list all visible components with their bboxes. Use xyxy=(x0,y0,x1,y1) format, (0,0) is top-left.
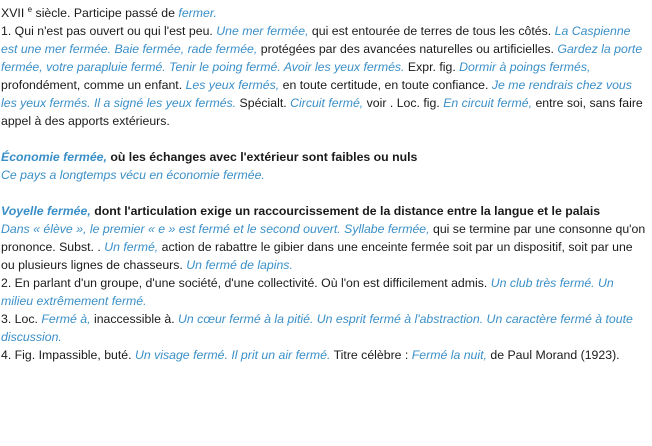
def4-text1: 4. Fig. Impassible, buté. xyxy=(1,348,135,362)
definition-3 xyxy=(1,310,649,346)
spacer xyxy=(1,130,649,148)
def1-example3: Gardez la porte fermée, votre parapluie fermé. Tenir le poing fermé. Avoir les yeux fermés. xyxy=(1,42,643,74)
def4-example2: Fermé la nuit, xyxy=(411,348,487,362)
def1-example6: Je me rendrais chez vous les yeux fermés. Il a signé les yeux fermés. xyxy=(1,78,632,110)
def1-example2: La Caspienne est une mer fermée. Baie fermée, rade fermée, xyxy=(1,24,631,56)
def3-text1: 3. Loc. xyxy=(1,312,42,326)
def3-text2: inaccessible à. xyxy=(90,312,179,326)
voyelle-example2: Un fermé, xyxy=(104,240,159,254)
def1-text1: 1. Qui n'est pas ouvert ou qui l'est peu. xyxy=(1,24,217,38)
economie-term: Économie fermée, xyxy=(1,150,107,164)
def1-example7: Circuit fermé, xyxy=(290,96,364,110)
voyelle-heading xyxy=(1,202,649,220)
def4-text2: Titre célèbre : xyxy=(330,348,412,362)
def1-text6: en toute certitude, en toute confiance. xyxy=(279,78,492,92)
def3-example2: Un cœur fermé à la pitié. Un esprit fermé à l'abstraction. Un caractère fermé à toute discussion. xyxy=(1,312,633,344)
etymology-text: siècle. Participe passé de xyxy=(32,6,179,20)
def1-example5: Les yeux fermés, xyxy=(185,78,280,92)
def2-text: 2. En parlant d'un groupe, d'une société, d'une collectivité. Où l'on est difficilement admis. xyxy=(1,276,491,290)
century-superscript: e xyxy=(27,5,33,14)
spacer xyxy=(1,184,649,202)
definition-1 xyxy=(1,22,649,130)
economie-definition: où les échanges avec l'extérieur sont faibles ou nuls xyxy=(106,150,418,164)
economie-example-text: Ce pays a longtemps vécu en économie fermée. xyxy=(1,168,265,182)
def4-example1: Un visage fermé. Il prit un air fermé. xyxy=(134,348,331,362)
definition-2 xyxy=(1,274,649,310)
voyelle-text2: action de rabattre le gibier dans une enceinte fermée soit par un dispositif, soit par une ou plusieurs lignes de chasseurs. xyxy=(1,240,633,272)
def1-text5: profondément, comme un enfant. xyxy=(1,78,186,92)
def1-text8: voir . Loc. fig. xyxy=(363,96,444,110)
link-fermer[interactable]: fermer. xyxy=(178,6,217,20)
etymology xyxy=(1,4,649,22)
def1-text3: protégées par des avancées naturelles ou artificielles. xyxy=(257,42,558,56)
century: XVII xyxy=(1,6,25,20)
def1-text9: entre soi, sans faire appel à des apports extérieurs. xyxy=(1,96,643,128)
def4-text3: de Paul Morand (1923). xyxy=(486,348,620,362)
economie-heading xyxy=(1,148,649,166)
economie-example xyxy=(1,166,649,184)
def1-example4: Dormir à poings fermés, xyxy=(459,60,591,74)
def1-text4: Expr. fig. xyxy=(404,60,460,74)
def1-text7: Spécialt. xyxy=(236,96,291,110)
voyelle-body xyxy=(1,220,649,274)
voyelle-definition: dont l'articulation exige un raccourcissement de la distance entre la langue et le palais xyxy=(90,204,601,218)
voyelle-example3: Un fermé de lapins. xyxy=(186,258,293,272)
definition-4 xyxy=(1,346,649,364)
def2-example: Un club très fermé. Un milieu extrêmement fermé. xyxy=(1,276,614,308)
voyelle-term: Voyelle fermée, xyxy=(1,204,91,218)
voyelle-example1: Dans « élève », le premier « e » est fermé et le second ouvert. Syllabe fermée, xyxy=(1,222,430,236)
voyelle-text1: qui se termine par une consonne qu'on prononce. Subst. . xyxy=(1,222,646,254)
def1-example8: En circuit fermé, xyxy=(443,96,533,110)
def1-example1: Une mer fermée, xyxy=(216,24,309,38)
def3-example1: Fermé à, xyxy=(41,312,91,326)
def1-text2: qui est entourée de terres de tous les côtés. xyxy=(308,24,555,38)
